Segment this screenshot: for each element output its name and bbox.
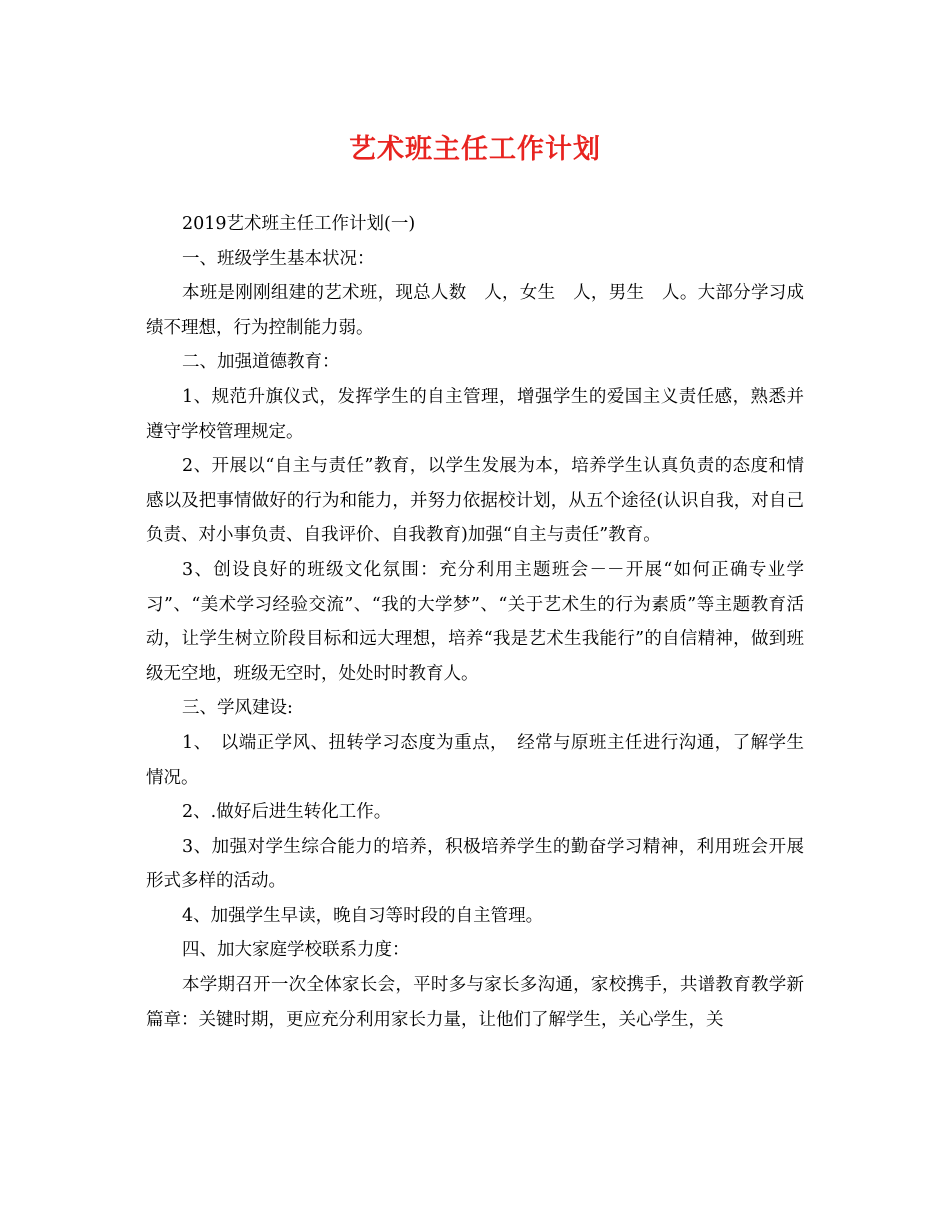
paragraph: 1、 以端正学风、扭转学习态度为重点， 经常与原班主任进行沟通，了解学生情况。: [146, 732, 804, 788]
document-title: 艺术班主任工作计划: [349, 134, 601, 165]
paragraph: 四、加大家庭学校联系力度：: [182, 940, 410, 961]
paragraph: 4、加强学生早读，晚自习等时段的自主管理。: [182, 905, 544, 926]
paragraph: 3、创设良好的班级文化氛围：充分利用主题班会－－开展“如何正确专业学习”、“美术学习经验交流”、“我的大学梦”、“关于艺术生的行为素质”等主题教育活动，让学生树立阶段目标和远大理想，培养“我是艺术生我能行”的自信精神，做到班级无空地，班级无空时，处处时时教育人。: [146, 559, 804, 684]
paragraph: 二、加强道德教育：: [182, 352, 340, 373]
document-body: [146, 207, 804, 1037]
paragraph: 3、加强对学生综合能力的培养，积极培养学生的勤奋学习精神，利用班会开展形式多样的活动。: [146, 836, 804, 892]
paragraph: 三、学风建设:: [182, 698, 293, 719]
paragraph: 2、开展以“自主与责任”教育，以学生发展为本，培养学生认真负责的态度和情感以及把事情做好的行为和能力，并努力依据校计划，从五个途径(认识自我，对自己负责、对小事负责、自我评价、自我教育)加强“自主与责任”教育。: [146, 456, 804, 546]
paragraph: 1、规范升旗仪式，发挥学生的自主管理，增强学生的爱国主义责任感，熟悉并遵守学校管理规定。: [146, 386, 804, 442]
paragraph: 本学期召开一次全体家长会，平时多与家长多沟通，家校携手，共谱教育教学新篇章：关键时期，更应充分利用家长力量，让他们了解学生，关心学生，关: [146, 975, 804, 1030]
paragraph: 2019艺术班主任工作计划(一): [182, 214, 416, 234]
paragraph: 一、班级学生基本状况：: [182, 248, 375, 269]
paragraph: 2、.做好后进生转化工作。: [182, 802, 392, 823]
paragraph: 本班是刚刚组建的艺术班，现总人数 人，女生 人，男生 人。大部分学习成绩不理想，行为控制能力弱。: [146, 283, 804, 338]
